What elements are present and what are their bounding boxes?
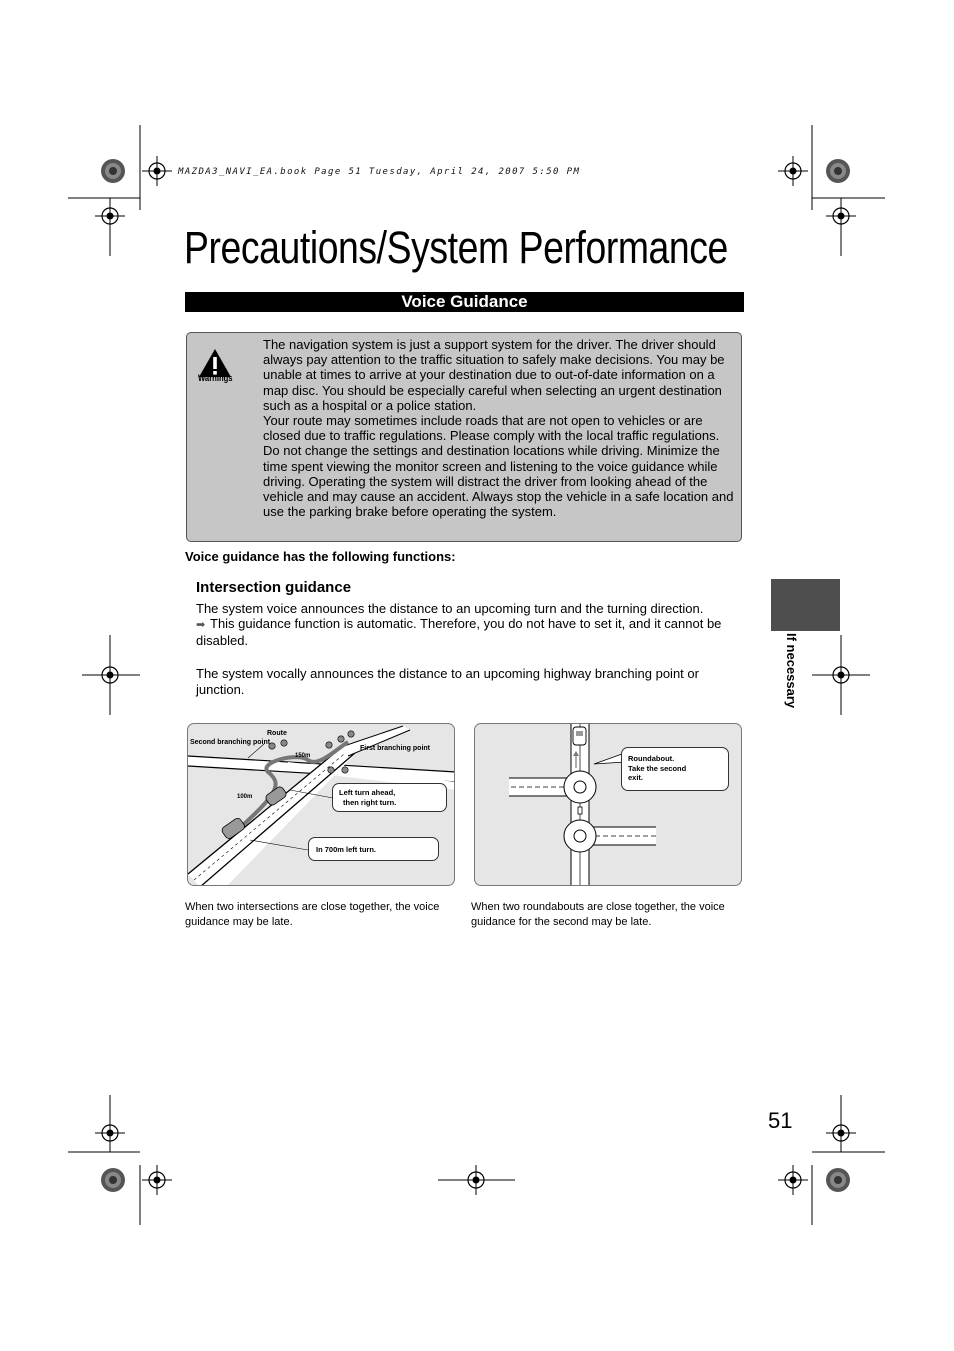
- figure1-caption: When two intersections are close together, the voice guidance may be late.: [185, 901, 440, 928]
- figure-branching-points: [187, 723, 455, 886]
- figure2-caption: When two roundabouts are close together, the voice guidance for the second may be late.: [471, 901, 725, 928]
- intersection-note: [196, 616, 746, 649]
- callout-line: Roundabout.: [628, 754, 675, 763]
- side-label: If necessary: [784, 633, 799, 709]
- highway-paragraph: The system vocally announces the distance to an upcoming highway branching point or junction.: [196, 666, 699, 697]
- callout-line: exit.: [628, 773, 644, 782]
- callout-line: Left turn ahead,: [339, 788, 396, 797]
- warning-label: Warnings: [198, 373, 233, 383]
- distance-100-label: 100m: [237, 794, 253, 800]
- intersection-paragraph: The system voice announces the distance to an upcoming turn and the turning direction.: [196, 601, 704, 616]
- page-number: 51: [768, 1108, 793, 1133]
- callout-line: then right turn.: [343, 797, 397, 807]
- warning-paragraph: Do not change the settings and destination locations while driving. Minimize the time spent viewing the monitor screen and listening to the voice guidance while driving. Operating the system will distract the driver from looking ahead of the vehicle and may cause an accident. Always stop the vehicle in a safe location and use the parking brake before operating the system.: [263, 443, 734, 520]
- voice-callout: [332, 783, 447, 812]
- note-text: This guidance function is automatic. Therefore, you do not have to set it, and it cannot be disabled.: [196, 616, 722, 648]
- warning-paragraph: Your route may sometimes include roads that are not open to vehicles or are closed due to traffic regulations. Please comply with the local traffic regulations.: [263, 413, 720, 444]
- voice-callout: In 700m left turn.: [308, 837, 439, 861]
- warning-paragraph: The navigation system is just a support system for the driver. The driver should always pay attention to the traffic situation to safely make decisions. You may be unable at times to arrive at your destination due to out-of-date information on a map disc. You should be especially careful when selecting an urgent destination such as a hospital or a police station.: [263, 337, 725, 413]
- warning-box: [186, 332, 742, 542]
- callout-line: Take the second: [628, 763, 687, 773]
- file-header: MAZDA3_NAVI_EA.book Page 51 Tuesday, April 24, 2007 5:50 PM: [178, 167, 581, 177]
- route-label: Route: [267, 730, 287, 737]
- voice-callout: [621, 747, 729, 791]
- section-title: Voice Guidance: [185, 292, 744, 312]
- warning-text: [263, 337, 735, 519]
- distance-150-label: 150m: [295, 753, 311, 759]
- side-tab: [771, 579, 840, 631]
- second-branching-label: Second branching point: [190, 739, 271, 746]
- first-branching-label: First branching point: [360, 745, 430, 752]
- figure-roundabouts: [474, 723, 742, 886]
- intro-text: Voice guidance has the following functions:: [185, 549, 456, 564]
- arrow-right-icon: ➡: [196, 619, 206, 631]
- page-title: Precautions/System Performance: [184, 222, 728, 273]
- intersection-heading: Intersection guidance: [196, 579, 352, 596]
